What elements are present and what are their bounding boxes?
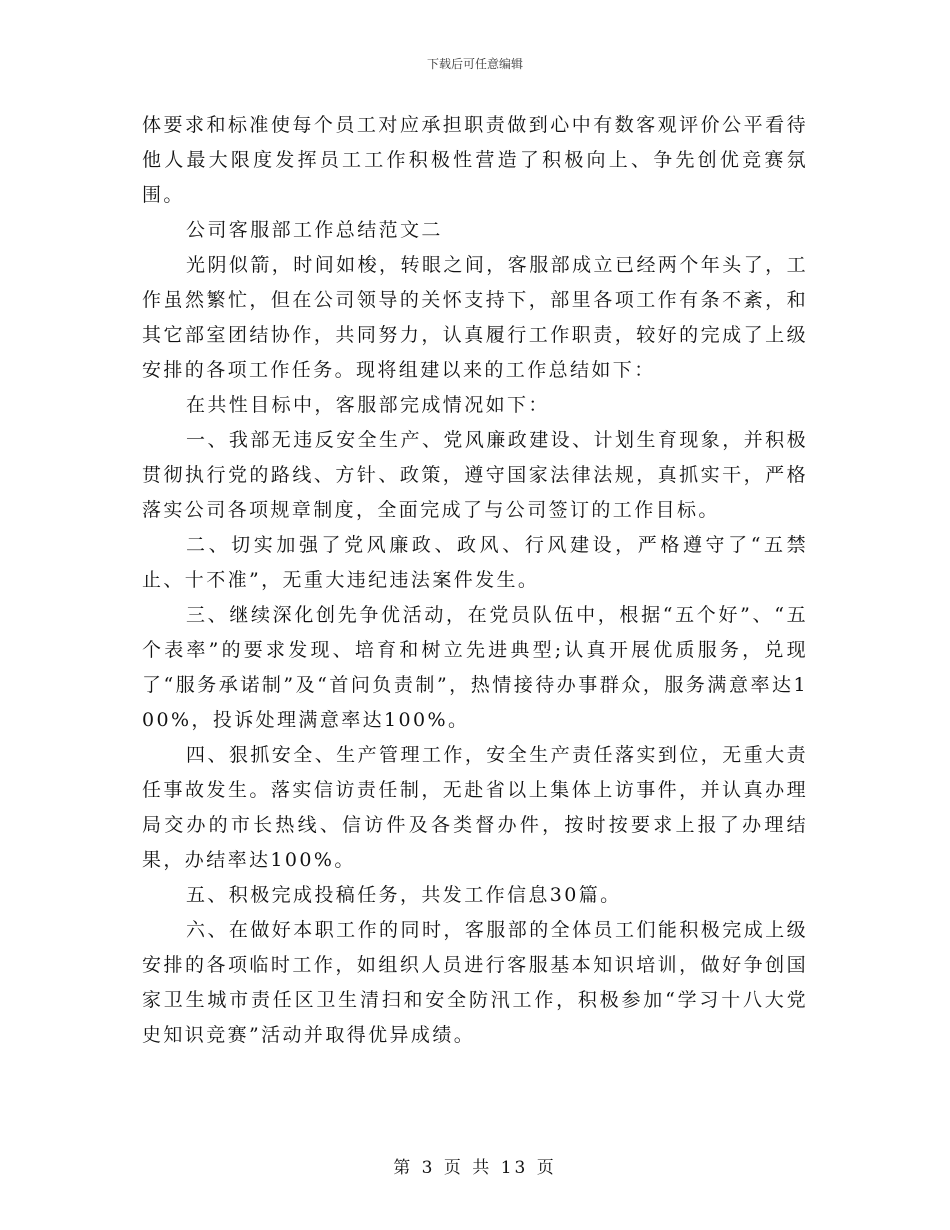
paragraph-item-3: 三、继续深化创先争优活动，在党员队伍中，根据“五个好”、“五个表率”的要求发现、培育和树立先进典型;认真开展优质服务，兑现了“服务承诺制”及“首问负责制”，热情接待办事群众，服务满意率达100%，投诉处理满意率达100%。	[142, 604, 808, 731]
page-number: 第 3 页 共 13 页	[393, 1158, 557, 1178]
paragraph-item-1: 一、我部无违反安全生产、党风廉政建设、计划生育现象，并积极贯彻执行党的路线、方针、政策，遵守国家法律法规，真抓实干，严格落实公司各项规章制度，全面完成了与公司签订的工作目标。	[142, 429, 808, 521]
page-header: 下载后可任意编辑	[426, 57, 523, 71]
paragraph-item-6: 六、在做好本职工作的同时，客服部的全体员工们能积极完成上级安排的各项临时工作，如组织人员进行客服基本知识培训，做好争创国家卫生城市责任区卫生清扫和安全防汛工作，积极参加“学习十八大党史知识竞赛”活动并取得优异成绩。	[142, 919, 808, 1046]
document-body	[142, 108, 808, 1053]
section-heading: 公司客服部工作总结范文二	[186, 219, 443, 241]
paragraph-item-2: 二、切实加强了党风廉政、政风、行风建设，严格遵守了“五禁止、十不准”，无重大违纪违法案件发生。	[142, 534, 808, 591]
paragraph-continuation: 体要求和标准使每个员工对应承担职责做到心中有数客观评价公平看待他人最大限度发挥员工工作积极性营造了积极向上、争先创优竞赛氛围。	[142, 114, 808, 206]
paragraph-item-5: 五、积极完成投稿任务，共发工作信息30篇。	[186, 884, 622, 906]
paragraph-intro: 光阴似箭，时间如梭，转眼之间，客服部成立已经两个年头了，工作虽然繁忙，但在公司领导的关怀支持下，部里各项工作有条不紊，和其它部室团结协作，共同努力，认真履行工作职责，较好的完成了上级安排的各项工作任务。现将组建以来的工作总结如下：	[142, 254, 808, 381]
paragraph-item-4: 四、狠抓安全、生产管理工作，安全生产责任落实到位，无重大责任事故发生。落实信访责任制，无赴省以上集体上访事件，并认真办理局交办的市长热线、信访件及各类督办件，按时按要求上报了办理结果，办结率达100%。	[142, 744, 808, 871]
paragraph-goals-lead: 在共性目标中，客服部完成情况如下：	[186, 394, 550, 416]
